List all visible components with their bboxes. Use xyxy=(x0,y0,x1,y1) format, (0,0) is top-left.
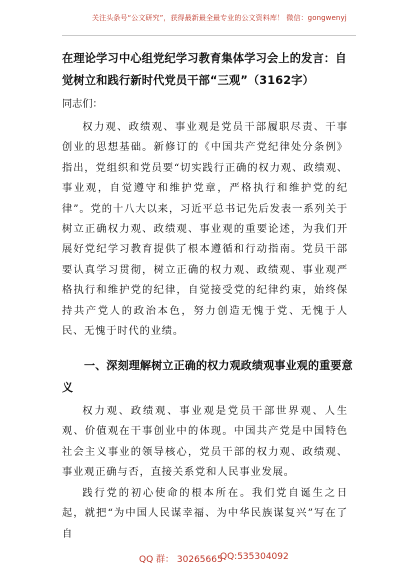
paragraph-3: 践行党的初心使命的根本所在。我们党自诞生之日起，就把“为中国人民谋幸福、为中华民族谋复兴”写在了自 xyxy=(62,488,348,540)
body-block-1 xyxy=(62,118,348,342)
body-block-2 xyxy=(62,402,348,484)
header-divider xyxy=(62,35,356,36)
section-heading-1: 一、深刻理解树立正确的权力观政绩观事业观的重要意义 xyxy=(62,359,353,394)
header-banner xyxy=(0,0,408,30)
paragraph-1: 权力观、政绩观、事业观是党员干部履职尽责、干事创业的思想基础。新修订的《中国共产党纪律处分条例》指出，党组织和党员要“切实践行正确的权力观、政绩观、事业观，自觉遵守和维护党章，严格执行和维护党的纪律”。党的十八大以来，习近平总书记先后发表一系列关于树立正确权力观、政绩观、事业观的重要论述，为我们开展好党纪学习教育提供了根本遵循和行动指南。党员干部要认真学习贯彻，树立正确的权力观、政绩观、事业观严格执行和维护党的纪律，自觉接受党的纪律约束，始终保持共产党人的政治本色，努力创造无愧于党、无愧于人民、无愧于时代的业绩。 xyxy=(62,122,348,338)
footer-qq-group: QQ 群： 30265665 xyxy=(139,555,223,565)
footer-qq-contact: QQ:535304092 xyxy=(220,552,289,562)
greeting: 同志们： xyxy=(62,99,103,110)
header-promo-text: 关注头条号“公文研究”，获得最新最全最专业的公文资料库！ 微信：gongwenyj xyxy=(92,14,347,22)
document-title: 在理论学习中心组党纪学习教育集体学习会上的发言：自觉树立和践行新时代党员干部“三观”（3162字） xyxy=(62,52,347,87)
body-block-3 xyxy=(62,484,348,545)
paragraph-2: 权力观、政绩观、事业观是党员干部世界观、人生观、价值观在干事创业中的体现。中国共产党是中国特色社会主义事业的领导核心，党员干部的权力观、政绩观、事业观正确与否，直接关系党和人民事业发展。 xyxy=(62,406,348,479)
footer xyxy=(0,548,408,568)
